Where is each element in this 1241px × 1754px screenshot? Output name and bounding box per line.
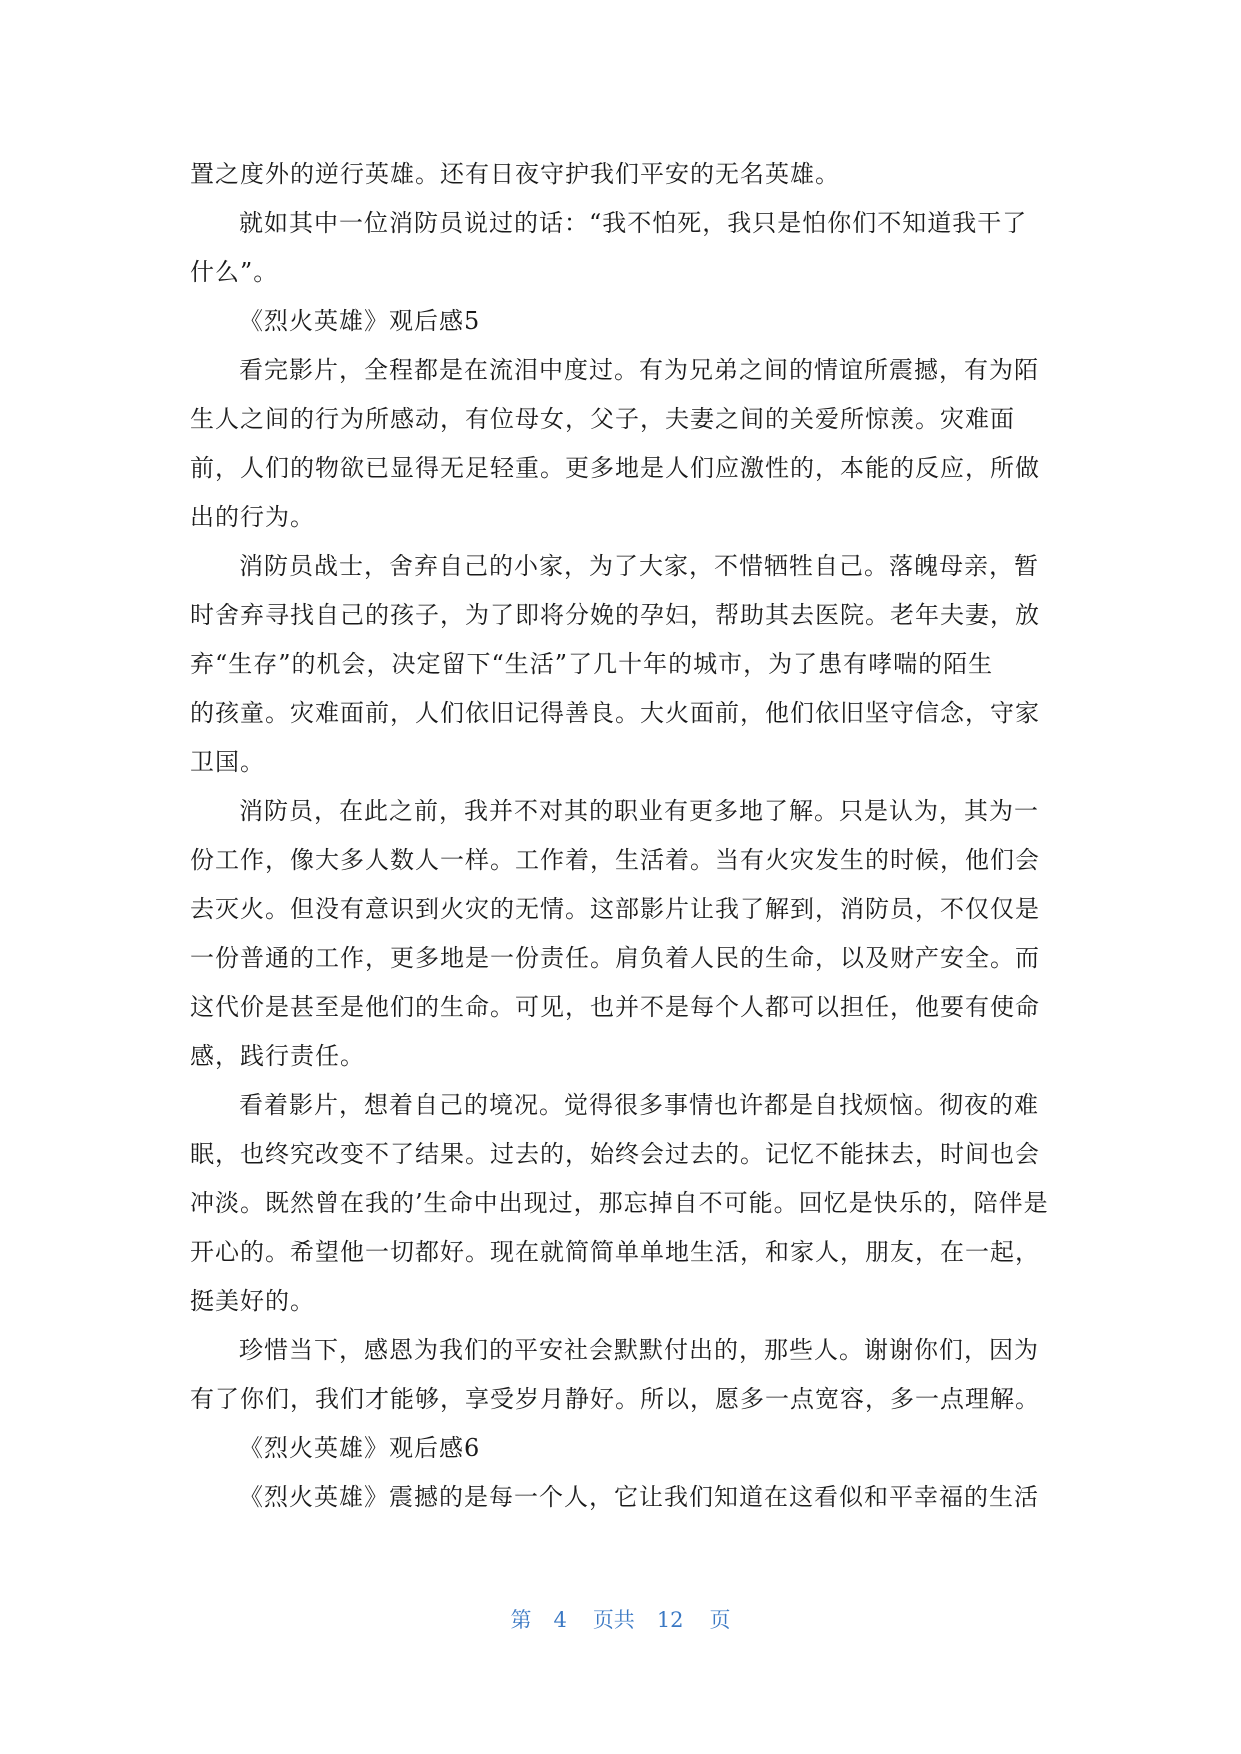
section-heading: 《烈火英雄》观后感5: [239, 307, 481, 335]
footer-suffix: 页: [709, 1608, 731, 1632]
text-line: 时舍弃寻找自己的孩子，为了即将分娩的孕妇，帮助其去医院。老年夫妻，放: [190, 601, 1040, 629]
text-line: 去灭火。但没有意识到火灾的无情。这部影片让我了解到，消防员，不仅仅是: [190, 895, 1040, 923]
text-line: 看着影片，想着自己的境况。觉得很多事情也许都是自找烦恼。彻夜的难: [239, 1091, 1039, 1119]
text-line: 眠，也终究改变不了结果。过去的，始终会过去的。记忆不能抹去，时间也会: [190, 1140, 1040, 1168]
text-line: 看完影片，全程都是在流泪中度过。有为兄弟之间的情谊所震撼，有为陌: [239, 356, 1039, 384]
text-line: 就如其中一位消防员说过的话：“我不怕死，我只是怕你们不知道我干了: [239, 209, 1028, 237]
text-line: 前，人们的物欲已显得无足轻重。更多地是人们应激性的，本能的反应，所做: [190, 454, 1040, 482]
text-line: 珍惜当下，感恩为我们的平安社会默默付出的，那些人。谢谢你们，因为: [239, 1336, 1039, 1364]
text-line: 挺美好的。: [190, 1287, 315, 1315]
text-line: 出的行为。: [190, 503, 315, 531]
text-line: 一份普通的工作，更多地是一份责任。肩负着人民的生命，以及财产安全。而: [190, 944, 1040, 972]
text-line: 冲淡。既然曾在我的’生命中出现过，那忘掉自不可能。回忆是快乐的，陪伴是: [190, 1189, 1049, 1217]
text-line: 《烈火英雄》震撼的是每一个人，它让我们知道在这看似和平幸福的生活: [239, 1483, 1039, 1511]
text-line: 份工作，像大多人数人一样。工作着，生活着。当有火灾发生的时候，他们会: [190, 846, 1040, 874]
page-number-footer: [0, 1606, 1241, 1634]
text-line: 的孩童。灾难面前，人们依旧记得善良。大火面前，他们依旧坚守信念，守家: [190, 699, 1040, 727]
footer-middle: 页共: [592, 1608, 635, 1632]
text-line: 消防员，在此之前，我并不对其的职业有更多地了解。只是认为，其为一: [239, 797, 1039, 825]
section-heading: 《烈火英雄》观后感6: [239, 1434, 481, 1462]
text-line: 开心的。希望他一切都好。现在就简简单单地生活，和家人，朋友，在一起，: [190, 1238, 1040, 1266]
footer-prefix: 第: [510, 1608, 532, 1632]
text-line: 什么”。: [190, 258, 279, 286]
text-line: 消防员战士，舍弃自己的小家，为了大家，不惜牺牲自己。落魄母亲，暂: [239, 552, 1039, 580]
current-page-number: 4: [553, 1608, 567, 1632]
text-line: 弃“生存”的机会，决定留下“生活”了几十年的城市，为了患有哮喘的陌生: [190, 650, 994, 678]
text-line: 卫国。: [190, 748, 265, 776]
text-line: 有了你们，我们才能够，享受岁月静好。所以，愿多一点宽容，多一点理解。: [190, 1385, 1040, 1413]
text-line: 这代价是甚至是他们的生命。可见，也并不是每个人都可以担任，他要有使命: [190, 993, 1040, 1021]
text-line: 生人之间的行为所感动，有位母女，父子，夫妻之间的关爱所惊羡。灾难面: [190, 405, 1015, 433]
text-line: 感，践行责任。: [190, 1042, 365, 1070]
text-line: 置之度外的逆行英雄。还有日夜守护我们平安的无名英雄。: [190, 160, 840, 188]
total-pages-number: 12: [656, 1608, 684, 1632]
